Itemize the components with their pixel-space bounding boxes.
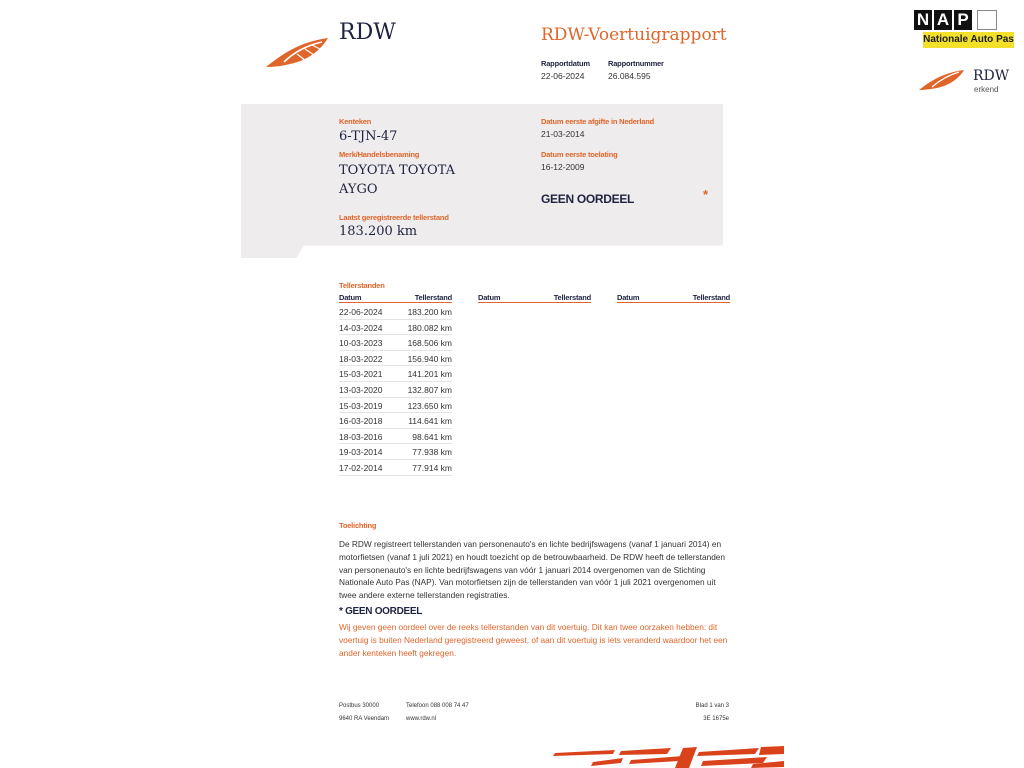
row-date: 18-03-2022 [339,353,383,364]
row-date: 22-06-2024 [339,307,383,317]
readings-title: Tellerstanden [339,281,385,290]
report-date-label: Rapportdatum [541,59,590,68]
col-date-2: Datum [478,293,501,302]
col-date-1: Datum [339,293,362,302]
make-line-2: AYGO [339,182,378,197]
table-row [339,305,452,320]
report-title: RDW-Voertuigrapport [541,25,727,45]
row-date: 15-03-2019 [339,400,383,411]
first-admission-date: 16-12-2009 [541,162,585,172]
table-row [339,461,452,476]
footer-web: www.rdw.nl [406,716,437,722]
row-reading: 141.201 km [407,369,452,380]
row-date: 13-03-2020 [339,384,383,395]
verdict-asterisk: * [703,187,709,202]
nap-letter-a: A [934,10,952,30]
col-reading-1: Tellerstand [414,293,452,302]
table-row [339,352,452,367]
nap-letter-n: N [914,10,932,30]
table-row [339,430,452,445]
row-reading: 180.082 km [407,322,452,333]
first-admission-label: Datum eerste toelating [541,150,618,159]
readings-header-1 [339,293,452,303]
row-date: 19-03-2014 [339,447,383,458]
footer-code: 3E 1675e [703,716,729,722]
table-row [339,445,452,460]
plate-label: Kenteken [339,117,372,126]
row-reading: 156.940 km [407,353,452,364]
verdict-note-title: * GEEN OORDEEL [339,606,423,617]
row-reading: 98.641 km [412,431,452,442]
table-row [339,414,452,429]
table-row [339,321,452,336]
rdw-erkend-logo-icon [918,67,966,92]
table-row [339,336,452,351]
row-reading: 77.938 km [412,447,452,458]
table-row [339,367,452,382]
row-date: 10-03-2023 [339,338,383,349]
explanation-title: Toelichting [339,521,377,530]
nap-letter-p: P [954,10,972,30]
brand-name: RDW [339,20,396,45]
footer-city: 9640 RA Veendam [339,716,390,722]
nap-tagline: Nationale Auto Pas [923,32,1014,48]
rdw-logo-icon [264,34,332,70]
col-date-3: Datum [617,293,640,302]
row-reading: 168.506 km [407,338,452,349]
make-line-1: TOYOTA TOYOTA [339,163,455,178]
report-number: 26.084.595 [608,71,651,81]
row-reading: 183.200 km [407,307,452,317]
row-reading: 132.807 km [407,384,452,395]
nap-logo [913,9,1014,50]
readings-header-3 [617,293,730,303]
first-nl-label: Datum eerste afgifte in Nederland [541,117,655,126]
table-row [339,383,452,398]
footer-phone: Telefoon 088 008 74 47 [406,703,469,709]
explanation-body: De RDW registreert tellerstanden van personenauto's en lichte bedrijfswagens (vanaf 1 januari 2014) en motorfietsen (vanaf 1 juli 2021) en houdt toezicht op de betrouwbaarheid. De RDW heeft de tellerstanden van personenauto's en lichte bedrijfswagens van vóór 1 januari 2014 overgenomen van de Stichting Nationale Auto Pas (NAP). Van motorfietsen zijn de tellerstanden van vóór 1 juli 2021 overgenomen uit twee andere externe tellerstanden registraties. [339,539,726,601]
row-date: 18-03-2016 [339,431,383,442]
footer-postbox: Postbus 30000 [339,703,380,709]
last-reading-value: 183.200 km [339,224,418,239]
row-date: 15-03-2021 [339,369,383,380]
readings-list [339,305,452,477]
report-date: 22-06-2024 [541,71,585,81]
row-date: 14-03-2024 [339,322,383,333]
footer-page: Blad 1 van 3 [695,703,729,709]
readings-header-2 [478,293,591,303]
verdict: GEEN OORDEEL [541,192,635,206]
row-reading: 77.914 km [412,462,452,473]
table-row [339,399,452,414]
decorative-stripes-icon [553,746,784,768]
report-number-label: Rapportnummer [608,59,664,68]
verdict-note-body: Wij geven geen oordeel over de reeks tellerstanden van dit voertuig. Dit kan twee oorzaken hebben: dit voertuig is buiten Nederland geregistreerd geweest, of aan dit voertuig is iets veranderd waardoor het een ander kenteken heeft gekregen. [339,622,728,658]
last-reading-label: Laatst geregistreerde tellerstand [339,213,449,222]
row-reading: 123.650 km [407,400,452,411]
col-reading-3: Tellerstand [692,293,730,302]
first-nl-date: 21-03-2014 [541,129,585,139]
plate-value: 6-TJN-47 [339,129,398,144]
make-label: Merk/Handelsbenaming [339,150,420,159]
row-reading: 114.641 km [408,416,452,427]
rdw-erkend-brand: RDW [973,68,1010,84]
row-date: 16-03-2018 [339,416,383,427]
col-reading-2: Tellerstand [553,293,591,302]
row-date: 17-02-2014 [339,462,383,473]
nap-flag-icon [977,10,997,30]
vehicle-info-panel [241,104,723,258]
rdw-erkend-sub: erkend [974,85,999,94]
